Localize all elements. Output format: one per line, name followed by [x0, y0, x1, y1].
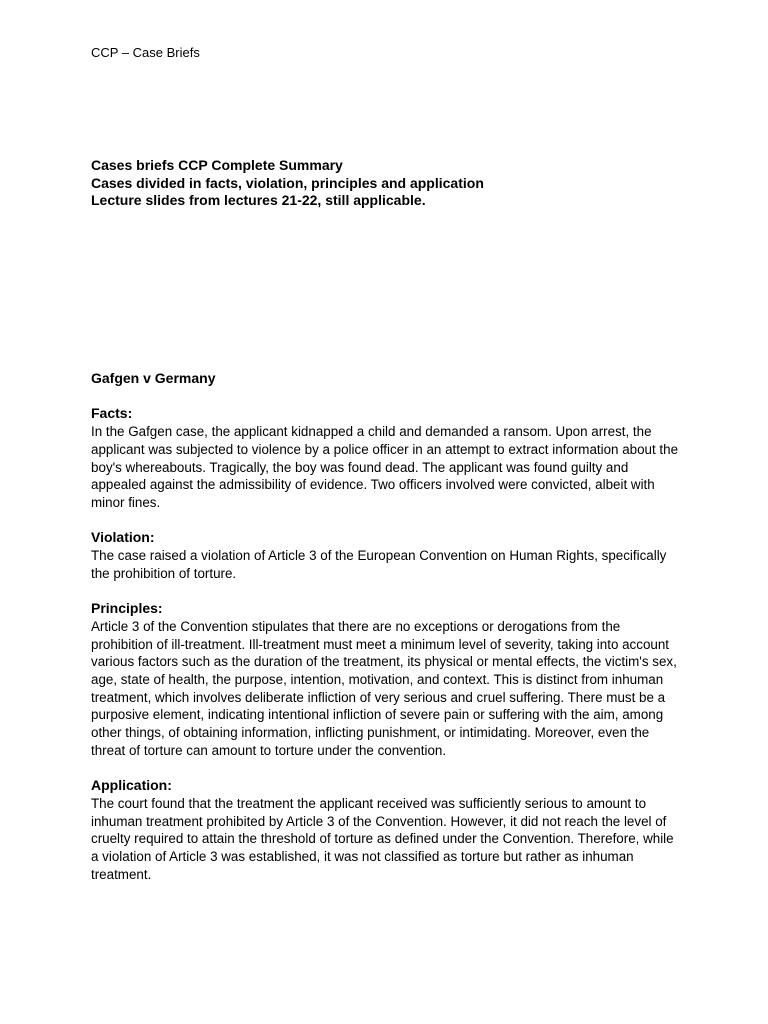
principles-heading: Principles:: [91, 600, 163, 617]
title-line-3: Lecture slides from lectures 21-22, still applicable.: [91, 192, 426, 209]
application-section: [91, 777, 681, 883]
title-line-2: Cases divided in facts, violation, principles and application: [91, 174, 484, 191]
facts-text: In the Gafgen case, the applicant kidnapped a child and demanded a ransom. Upon arrest, the applicant was subjected to violence by a police officer in an attempt to extract information about the boy's whereabouts. Tragically, the boy was found dead. The applicant was found guilty and appealed against the admissibility of evidence. Two officers involved were convicted, albeit with minor fines.: [91, 424, 679, 510]
violation-section: [91, 529, 681, 582]
violation-heading: Violation:: [91, 529, 155, 546]
case-brief: [91, 370, 681, 901]
title-line-1: Cases briefs CCP Complete Summary: [91, 157, 343, 173]
principles-section: [91, 600, 681, 759]
summary-title-block: [91, 157, 484, 210]
application-text: The court found that the treatment the applicant received was sufficiently serious to amount to inhuman treatment prohibited by Article 3 of the Convention. However, it did not reach the level of cruelty required to attain the threshold of torture as defined under the Convention. Therefore, while a violation of Article 3 was established, it was not classified as torture but rather as inhuman treatment.: [91, 795, 674, 882]
case-name-heading: Gafgen v Germany: [91, 370, 216, 386]
application-heading: Application:: [91, 777, 172, 794]
running-header: CCP – Case Briefs: [91, 45, 200, 60]
facts-section: [91, 405, 681, 511]
facts-heading: Facts:: [91, 405, 133, 422]
violation-text: The case raised a violation of Article 3 of the European Convention on Human Rights, specifically the prohibition of torture.: [91, 548, 667, 581]
principles-text: Article 3 of the Convention stipulates that there are no exceptions or derogations from the prohibition of ill-treatment. Ill-treatment must meet a minimum level of severity, taking into account various factors such as the duration of the treatment, its physical or mental effects, the victim's sex, age, state of health, the purpose, intention, motivation, and context. This is distinct from inhuman treatment, which involves deliberate infliction of very serious and cruel suffering. There must be a purposive element, indicating intentional infliction of severe pain or suffering with the aim, among other things, of obtaining information, inflicting punishment, or intimidating. Moreover, even the threat of torture can amount to torture under the convention.: [91, 618, 677, 758]
